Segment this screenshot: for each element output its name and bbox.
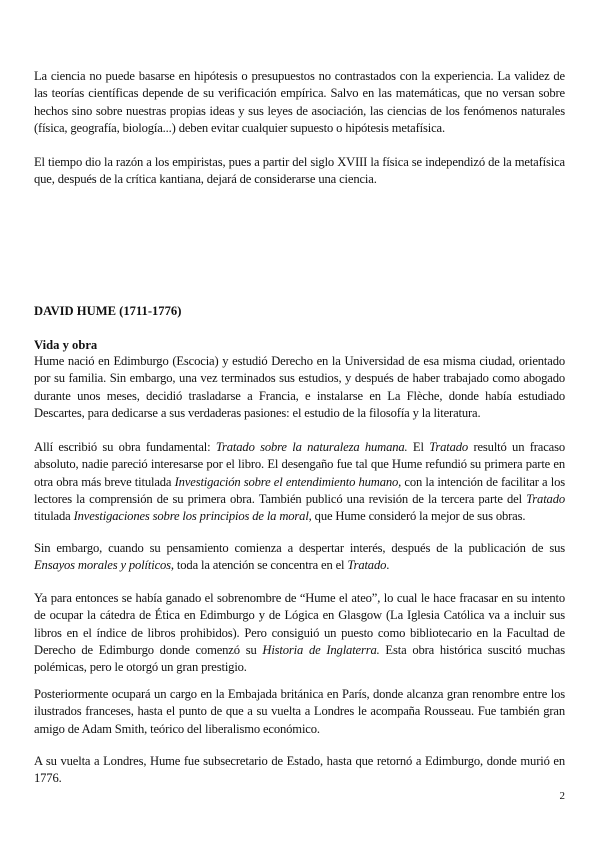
biography-paragraph-1: Hume nació en Edimburgo (Escocia) y estudió Derecho en la Universidad de esa misma ciudad, orientado por su familia. Sin embargo, una vez terminados sus estudios, y después de haber trabajado como abogado durante unos meses, decidió trasladarse a Francia, e instalarse en La Flèche, donde había estudiado Descartes, para dedicarse a sus verdaderas pasiones: el estudio de la filosofía y la literatura.	[34, 354, 565, 420]
biography-paragraph-2: Allí escribió su obra fundamental: Tratado sobre la naturaleza humana. El Tratado resultó un fracaso absoluto, nadie pareció interesarse por el libro. El desengaño fue tal que Hume refundió su primera parte en otra obra más breve titulada Investigación sobre el entendimiento humano, con la intención de facilitar a los lectores la comprensión de su primera obra. También publicó una revisión de la tercera parte del Tratado titulada Investigaciones sobre los principios de la moral, que Hume consideró la mejor de sus obras.	[34, 440, 566, 524]
biography-paragraph-6: A su vuelta a Londres, Hume fue subsecretario de Estado, hasta que retornó a Edimburgo, donde murió en 1776.	[34, 754, 565, 786]
intro-paragraph-1: La ciencia no puede basarse en hipótesis o presupuestos no contrastados con la experiencia. La validez de las teorías científicas depende de su verificación empírica. Salvo en las matemáticas, que no versan sobre hechos sino sobre nuestras propias ideas y sus leyes de asociación, las ciencias de los fenómenos naturales (física, geografía, biología...) deben evitar cualquier supuesto o hipótesis metafísica.	[34, 69, 565, 135]
biography-paragraph-3: Sin embargo, cuando su pensamiento comienza a despertar interés, después de la publicación de sus Ensayos morales y políticos, toda la atención se concentra en el Tratado.	[34, 541, 565, 573]
page-number: 2	[559, 790, 565, 802]
section-title: DAVID HUME (1711-1776)	[34, 304, 182, 318]
document-page	[34, 0, 565, 848]
biography-paragraph-4: Ya para entonces se había ganado el sobrenombre de “Hume el ateo”, lo cual le hace fracasar en su intento de ocupar la cátedra de Ética en Edimburgo y de Lógica en Glasgow (La Iglesia Católica va a incluir sus libros en el índice de libros prohibidos). Pero consiguió un puesto como bibliotecario en la Facultad de Derecho de Edimburgo donde comenzó su Historia de Inglaterra. Esta obra histórica suscitó muchas polémicas, pero le otorgó un gran prestigio.	[34, 591, 566, 675]
section-subtitle: Vida y obra	[34, 338, 98, 352]
biography-paragraph-5: Posteriormente ocupará un cargo en la Embajada británica en París, donde alcanza gran renombre entre los ilustrados franceses, hasta el punto de que a su vuelta a Londres le acompaña Rousseau. Fue también gran amigo de Adam Smith, teórico del liberalismo económico.	[34, 687, 565, 736]
intro-paragraph-2: El tiempo dio la razón a los empiristas, pues a partir del siglo XVIII la física se independizó de la metafísica que, después de la crítica kantiana, dejará de considerarse una ciencia.	[34, 155, 565, 187]
